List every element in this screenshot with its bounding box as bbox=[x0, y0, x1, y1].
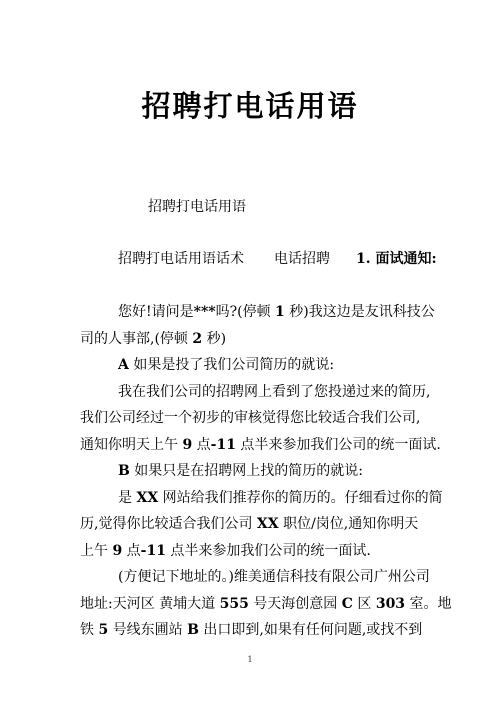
body-line bbox=[80, 352, 430, 379]
body-line bbox=[80, 591, 452, 618]
text-run: 职位/岗位,通知你明天 bbox=[278, 516, 419, 532]
page-number: 1 bbox=[247, 655, 253, 664]
text-run: (方便记下地址的。)维美通信科技有限公司广州公司 bbox=[118, 569, 430, 585]
text-run: 点 bbox=[192, 436, 211, 453]
text-run: B bbox=[118, 463, 130, 479]
body-line bbox=[80, 564, 430, 591]
text-run: 点 bbox=[122, 542, 141, 559]
text-run: 秒) bbox=[202, 330, 227, 347]
document-subtitle: 招聘打电话用语 bbox=[148, 199, 246, 215]
body-line bbox=[80, 458, 430, 485]
text-run: XX bbox=[256, 516, 279, 532]
body-text bbox=[80, 299, 452, 644]
text-run: 网站给我们推荐你的简历的。仔细看过你的简 bbox=[158, 489, 443, 506]
text-run: XX bbox=[136, 489, 159, 506]
text-run: *** bbox=[193, 304, 216, 320]
text-run: 如果是投了我们公司简历的就说: bbox=[128, 357, 335, 373]
text-run: 地址:天河区 黄埔大道 bbox=[80, 595, 220, 612]
text-run: 号线东圃站 bbox=[108, 622, 188, 638]
body-line bbox=[80, 299, 435, 326]
body-line bbox=[80, 538, 430, 565]
text-run: 303 bbox=[375, 595, 406, 612]
body-line bbox=[80, 379, 430, 406]
text-run: 历,觉得你比较适合我们公司 bbox=[80, 516, 257, 532]
text-run: 如果只是在招聘网上找的简历的就说: bbox=[129, 463, 364, 479]
text-run: 5 bbox=[98, 622, 109, 638]
text-run: 我们公司经过一个初步的审核觉得您比较适合我们公司, bbox=[80, 410, 421, 426]
text-run: -11 bbox=[140, 542, 166, 559]
text-run: 555 bbox=[219, 595, 249, 612]
text-run: 上午 bbox=[80, 542, 113, 559]
heading-phone-recruit: 电话招聘 bbox=[274, 251, 330, 267]
text-run: 秒)我这边是友讯科技公 bbox=[284, 304, 435, 320]
body-line bbox=[80, 326, 430, 353]
heading-script-title: 招聘打电话用语话术 bbox=[118, 251, 244, 267]
section-heading bbox=[118, 248, 437, 270]
body-line bbox=[80, 511, 430, 538]
text-run: 区 bbox=[352, 595, 376, 612]
body-line bbox=[80, 485, 443, 512]
body-line bbox=[80, 405, 430, 432]
text-run: 您好!请问是 bbox=[118, 304, 194, 320]
body-line bbox=[80, 432, 441, 459]
text-run: 室。地 bbox=[405, 595, 452, 612]
text-run: 是 bbox=[118, 489, 137, 506]
text-run: 1 bbox=[275, 304, 285, 320]
text-run: 司的人事部,(停顿 bbox=[80, 330, 193, 347]
heading-interview-notice: 1. 面试通知: bbox=[356, 251, 437, 267]
text-run: C bbox=[341, 595, 353, 612]
text-run: 9 bbox=[112, 542, 123, 559]
text-run: 号天海创意园 bbox=[248, 595, 342, 612]
text-run: 铁 bbox=[80, 622, 99, 638]
text-run: B bbox=[187, 622, 199, 638]
text-run: -11 bbox=[210, 436, 236, 453]
text-run: 9 bbox=[182, 436, 193, 453]
text-run: 点半来参加我们公司的统一面试. bbox=[235, 436, 441, 453]
text-run: 我在我们公司的招聘网上看到了您投递过来的简历, bbox=[118, 383, 431, 400]
text-run: 点半来参加我们公司的统一面试. bbox=[165, 542, 371, 559]
body-line bbox=[80, 617, 430, 644]
text-run: 吗?(停顿 bbox=[215, 304, 276, 320]
text-run: 出口即到,如果有任何问题,或找不到 bbox=[198, 622, 423, 638]
text-run: 通知你明天上午 bbox=[80, 436, 183, 453]
document-title: 招聘打电话用语 bbox=[141, 89, 359, 123]
text-run: 2 bbox=[192, 330, 203, 347]
text-run: A bbox=[118, 357, 129, 373]
